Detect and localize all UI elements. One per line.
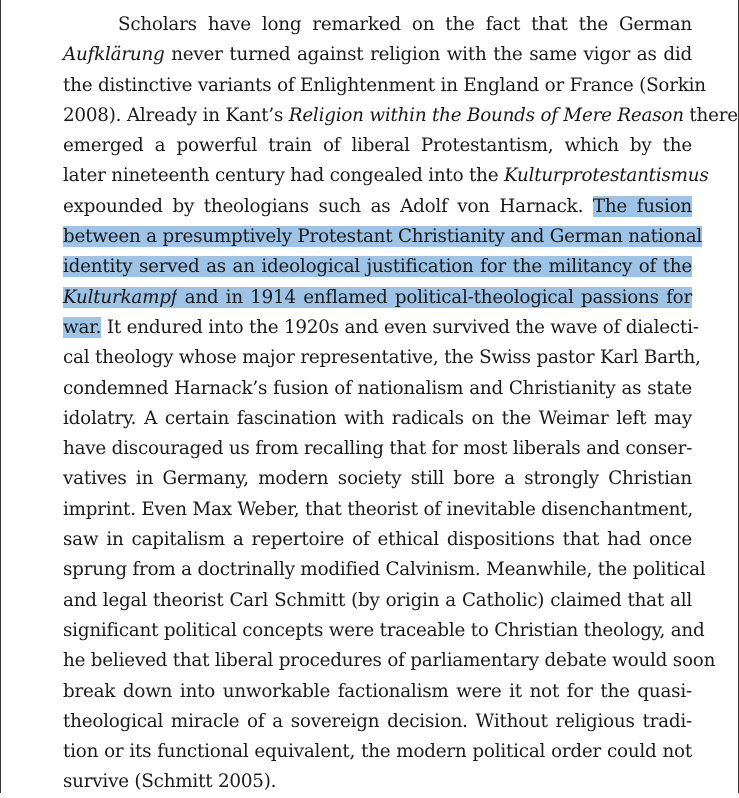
text-run: never turned against religion with the same vigor as did — [164, 44, 692, 66]
text-line — [63, 252, 692, 282]
highlighted-text[interactable]: identity served as an ideological justification for the militancy of the — [63, 256, 692, 278]
text-line — [63, 707, 692, 737]
text-line — [63, 495, 692, 525]
text-run: cal theology whose major representative, the Swiss pastor Karl Barth, — [63, 347, 701, 369]
text-line — [63, 767, 692, 797]
highlighted-text[interactable]: and in 1914 enflamed political-theological passions for — [177, 286, 692, 308]
italic-text: Religion within the Bounds of Mere Reason — [288, 104, 684, 126]
text-run: condemned Harnack’s fusion of nationalism and Christianity as state — [63, 377, 692, 399]
text-run: It endured into the 1920s and even survived the wave of dialecti- — [101, 316, 699, 338]
text-run: break down into unworkable factionalism were it not for the quasi- — [63, 680, 692, 702]
text-line — [63, 10, 692, 40]
text-run: he believed that liberal procedures of parliamentary debate would soon — [63, 650, 716, 672]
text-line — [63, 616, 705, 646]
text-line — [63, 40, 692, 70]
text-line — [63, 646, 716, 676]
highlighted-text[interactable]: war. — [63, 316, 102, 338]
text-line — [63, 343, 701, 373]
text-line — [63, 737, 692, 767]
text-line — [63, 464, 692, 494]
text-run: and legal theorist Carl Schmitt (by origin a Catholic) claimed that all — [63, 589, 692, 611]
text-line — [63, 131, 692, 161]
text-run: expounded by theologians such as Adolf von Harnack. — [63, 195, 593, 217]
text-line — [63, 313, 699, 343]
text-run: the distinctive variants of Enlightenment in England or France (Sorkin — [63, 74, 706, 96]
italic-text: Kulturprotestantismus — [503, 165, 709, 187]
highlighted-text[interactable]: between a presumptively Protestant Christianity and German national — [63, 226, 703, 248]
highlighted-text[interactable]: Kulturkampf — [63, 286, 178, 308]
text-run: sprung from a doctrinally modified Calvinism. Meanwhile, the political — [63, 559, 706, 581]
text-run: emerged a powerful train of liberal Protestantism, which by the — [63, 135, 692, 157]
text-line — [63, 677, 692, 707]
text-line — [63, 525, 692, 555]
highlighted-text[interactable]: The fusion — [592, 195, 693, 217]
text-run: theological miracle of a sovereign decision. Without religious tradi- — [63, 710, 692, 732]
text-run: imprint. Even Max Weber, that theorist of inevitable disenchantment, — [63, 498, 693, 520]
text-run: 2008). Already in Kant’s — [63, 104, 289, 126]
text-line — [63, 434, 692, 464]
italic-text: Aufklärung — [63, 44, 165, 66]
text-line — [63, 161, 709, 191]
body-paragraph — [63, 10, 738, 798]
text-run: saw in capitalism a repertoire of ethical dispositions that had once — [63, 529, 692, 551]
text-line — [63, 586, 692, 616]
text-line — [63, 374, 692, 404]
text-line — [63, 71, 706, 101]
text-run: Scholars have long remarked on the fact that the German — [118, 14, 692, 35]
text-run: have discouraged us from recalling that for most liberals and conser- — [63, 438, 693, 460]
text-run: significant political concepts were traceable to Christian theology, and — [63, 619, 705, 641]
text-run: later nineteenth century had congealed into the — [63, 165, 504, 187]
text-run: survive (Schmitt 2005). — [63, 771, 277, 793]
text-run: idolatry. A certain fascination with radicals on the Weimar left may — [63, 407, 692, 429]
text-line — [63, 404, 692, 434]
text-run: tion or its functional equivalent, the modern political order could not — [63, 741, 692, 763]
text-line — [63, 555, 706, 585]
text-line — [63, 192, 692, 222]
text-run: there — [683, 104, 738, 126]
text-line — [63, 101, 738, 131]
text-line — [63, 283, 692, 313]
text-line — [63, 222, 703, 252]
text-run: vatives in Germany, modern society still bore a strongly Christian — [63, 468, 692, 490]
